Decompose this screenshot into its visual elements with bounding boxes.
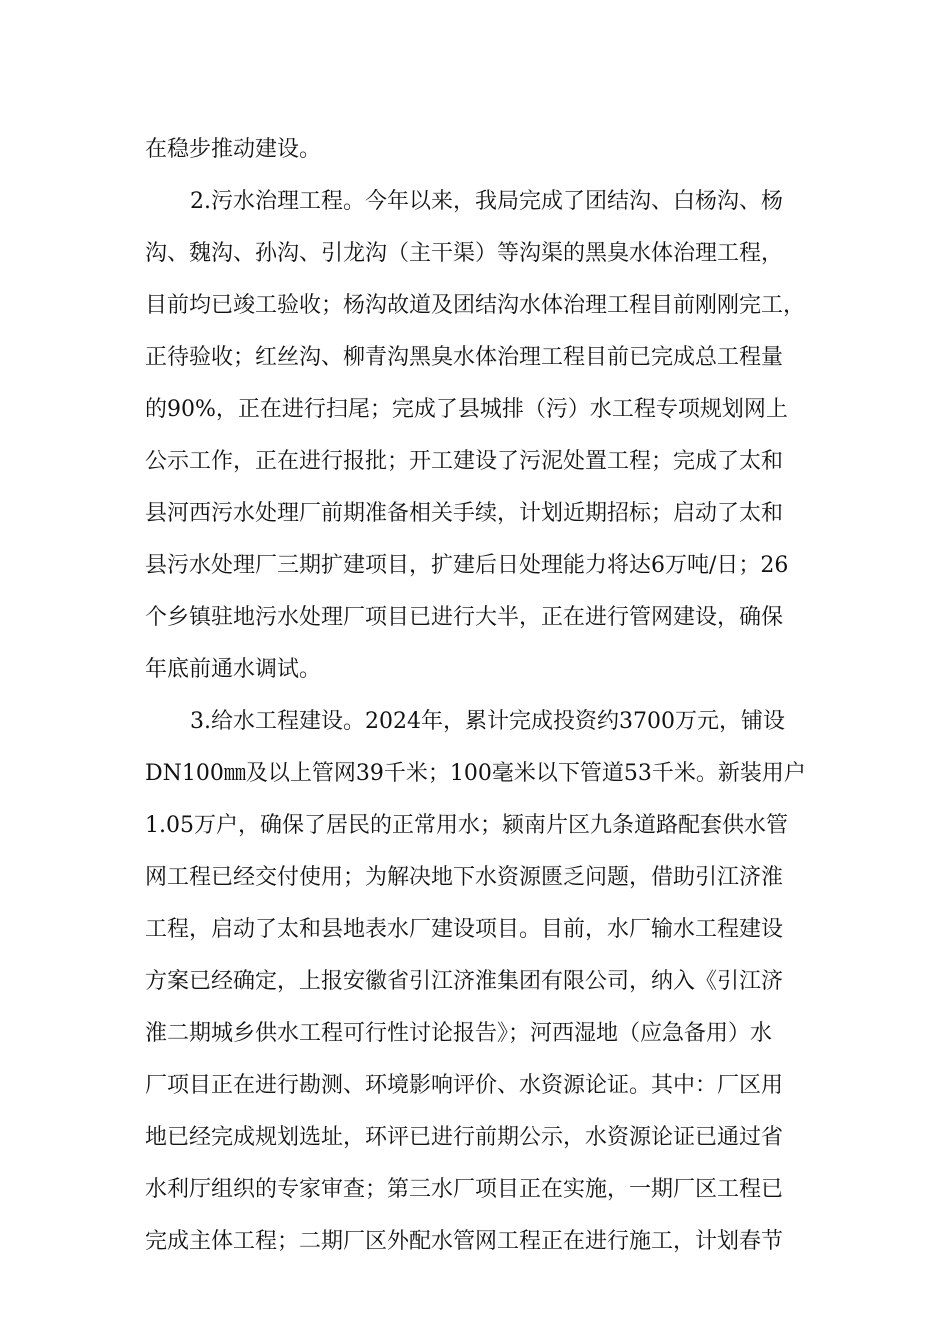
text-line: 完成主体工程；二期厂区外配水管网工程正在进行施工，计划春节 [145, 1229, 784, 1254]
text-line: 年底前通水调试。 [145, 657, 322, 682]
paragraph-heading-water-supply: 3.给水工程建设。2024年，累计完成投资约3700万元，铺设 [190, 709, 785, 734]
text-line: 工程，启动了太和县地表水厂建设项目。目前，水厂输水工程建设 [145, 917, 784, 942]
text-line: 地已经完成规划选址，环评已进行前期公示，水资源论证已通过省 [145, 1125, 784, 1150]
text-line: 水利厅组织的专家审查；第三水厂项目正在实施，一期厂区工程已 [145, 1177, 784, 1202]
text-line: 沟、魏沟、孙沟、引龙沟（主干渠）等沟渠的黑臭水体治理工程， [145, 241, 784, 266]
paragraph-heading-sewage: 2.污水治理工程。今年以来，我局完成了团结沟、白杨沟、杨 [190, 189, 783, 214]
text-line: 县河西污水处理厂前期准备相关手续，计划近期招标；启动了太和 [145, 501, 784, 526]
text-line: 正待验收；红丝沟、柳青沟黑臭水体治理工程目前已完成总工程量 [145, 345, 784, 370]
text-line: 网工程已经交付使用；为解决地下水资源匮乏问题，借助引江济淮 [145, 865, 784, 890]
text-line: 1.05万户，确保了居民的正常用水；颍南片区九条道路配套供水管 [145, 813, 788, 838]
text-line: 个乡镇驻地污水处理厂项目已进行大半，正在进行管网建设，确保 [145, 605, 784, 630]
text-line: 的90%，正在进行扫尾；完成了县城排（污）水工程专项规划网上 [145, 397, 788, 422]
text-line: 公示工作，正在进行报批；开工建设了污泥处置工程；完成了太和 [145, 449, 784, 474]
text-line: 方案已经确定，上报安徽省引江济淮集团有限公司，纳入《引江济 [145, 969, 784, 994]
text-line: 目前均已竣工验收；杨沟故道及团结沟水体治理工程目前刚刚完工， [145, 293, 806, 318]
text-line: 县污水处理厂三期扩建项目，扩建后日处理能力将达6万吨/日；26 [145, 553, 789, 578]
text-line: 在稳步推动建设。 [145, 137, 322, 162]
text-line: DN100㎜及以上管网39千米；100毫米以下管道53千米。新装用户 [145, 761, 806, 786]
text-line: 厂项目正在进行勘测、环境影响评价、水资源论证。其中：厂区用 [145, 1073, 784, 1098]
text-line: 淮二期城乡供水工程可行性讨论报告》；河西湿地（应急备用）水 [145, 1021, 773, 1046]
